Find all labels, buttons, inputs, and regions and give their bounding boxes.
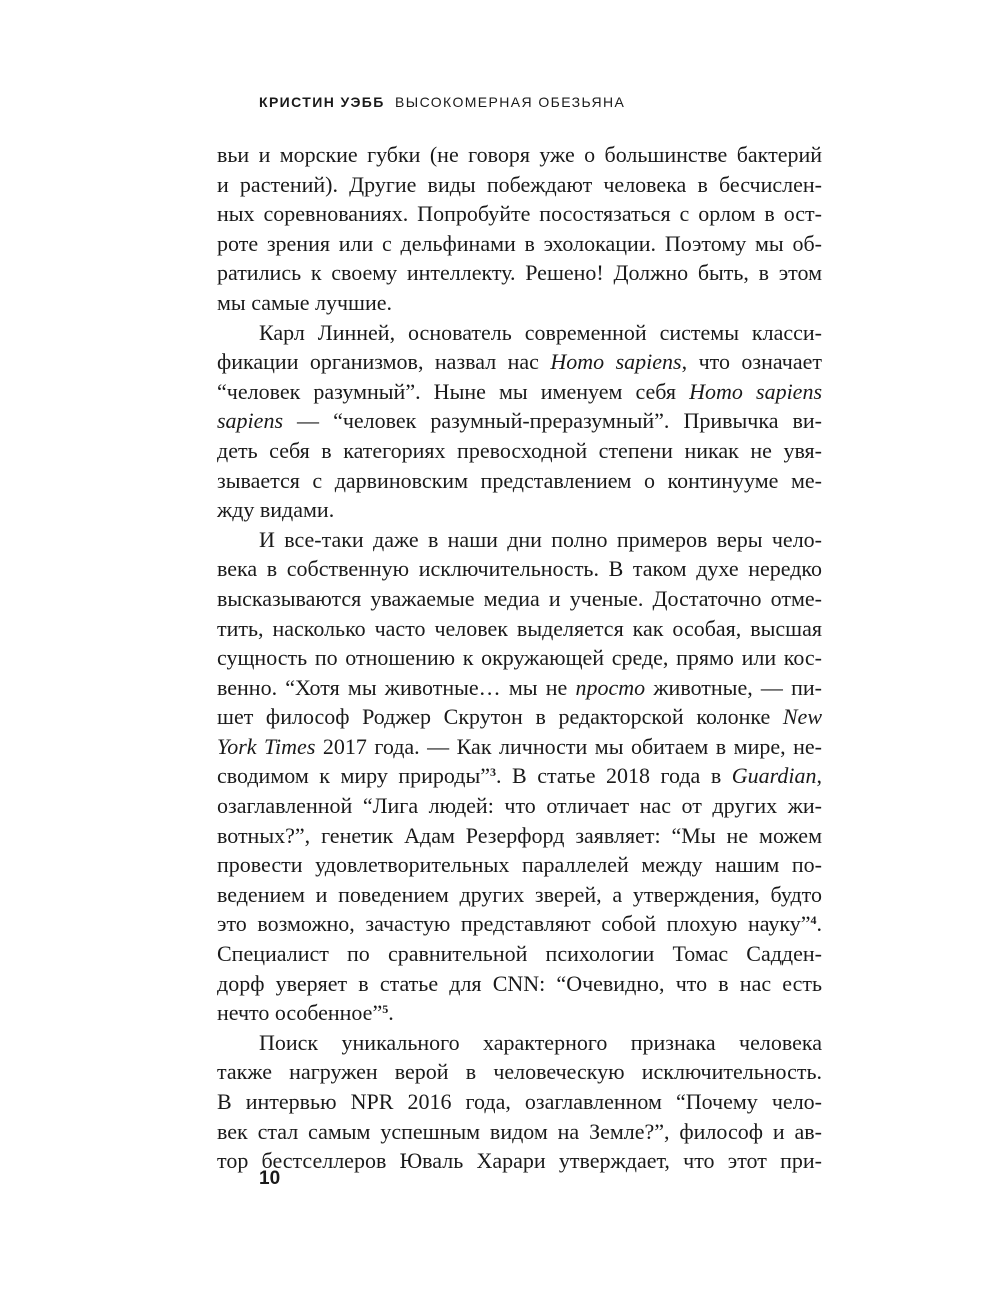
text-line: высказываются уважаемые медиа и ученые. Достаточно отме- <box>217 585 822 611</box>
text-run: . В статье 2018 года в <box>496 763 732 789</box>
text-line: зывается с дарвиновским представлением о континууме ме- <box>217 467 822 493</box>
italic-text: York Times <box>217 733 316 759</box>
text-line: В интервью NPR 2016 года, озаглавленном “Почему чело- <box>217 1089 822 1114</box>
text-line: также нагружен верой в человеческую исключительность. <box>217 1059 822 1085</box>
italic-text: New <box>782 704 822 730</box>
text-line: сущность по отношению к окружающей среде, прямо или кос- <box>217 645 822 671</box>
text-line: ведением и поведением других зверей, а утверждения, будто <box>217 881 822 907</box>
text-line <box>217 406 822 436</box>
text-line: Карл Линней, основатель современной системы класси- <box>259 319 822 345</box>
text-line <box>217 732 822 762</box>
text-run: фикации организмов, назвал нас <box>217 349 551 375</box>
text-line <box>217 761 822 791</box>
text-line: И все-таки даже в наши дни полно примеров веры чело- <box>259 526 822 552</box>
text-line: век стал самым успешным видом на Земле?”, философ и ав- <box>217 1118 822 1144</box>
text-line <box>217 909 822 939</box>
text-line: вьи и морские губки (не говоря уже о большинстве бактерий <box>217 142 822 167</box>
footnote-marker: 5 <box>382 1002 389 1017</box>
text-line: жду видами. <box>217 497 335 523</box>
text-line <box>217 673 822 703</box>
text-run: шет философ Роджер Скрутон в редакторской колонке <box>217 704 783 730</box>
italic-text: Guardian <box>731 763 817 789</box>
text-line: деть себя в категориях превосходной степени никак не увя- <box>217 437 822 463</box>
text-run: “человек разумный”. Ныне мы именуем себя <box>217 378 690 404</box>
text-line <box>217 998 822 1028</box>
text-run: сводимом к миру природы” <box>217 763 491 789</box>
text-line: ных соревнованиях. Попробуйте посостязаться с орлом в ост- <box>217 201 822 227</box>
footnote-marker: 3 <box>490 765 497 780</box>
text-line: Поиск уникального характерного признака человека <box>259 1029 822 1055</box>
text-run: это возможно, зачастую представляют собой плохую науку” <box>217 911 811 937</box>
footnote-marker: 4 <box>810 913 817 928</box>
text-line: вотных?”, генетик Адам Резерфорд заявляет: “Мы не можем <box>217 822 822 848</box>
text-line: ратились к своему интеллекту. Решено! Должно быть, в этом <box>217 260 822 286</box>
text-line: тить, насколько часто человек выделяется как особая, высшая <box>217 615 822 641</box>
italic-text: просто <box>575 674 646 700</box>
body-text <box>217 140 822 1176</box>
running-head-book-title: ВЫСОКОМЕРНАЯ ОБЕЗЬЯНА <box>395 94 626 110</box>
text-line: века в собственную исключительность. В таком духе нередко <box>217 556 822 582</box>
text-line: роте зрения или с дельфинами в эхолокации. Поэтому мы об- <box>217 230 822 256</box>
running-head-author: КРИСТИН УЭББ <box>259 94 385 110</box>
text-run: животные, — пи- <box>645 674 822 700</box>
text-line: Специалист по сравнительной психологии Томас Садден- <box>217 941 822 967</box>
text-run: . <box>816 911 822 937</box>
text-line: озаглавленной “Лига людей: что отличает нас от других жи- <box>217 793 822 819</box>
text-run: 2017 года. — Как личности мы обитаем в мире, не- <box>315 733 822 759</box>
text-run: . <box>388 1000 394 1026</box>
text-line: тор бестселлеров Юваль Харари утверждает, что этот при- <box>217 1148 822 1174</box>
text-line: мы самые лучшие. <box>217 289 392 315</box>
text-run: , что означает <box>681 349 822 375</box>
text-run: венно. “Хотя мы животные… мы не <box>217 674 576 700</box>
text-line <box>217 377 822 407</box>
text-line: и растений). Другие виды побеждают человека в бесчислен- <box>217 171 822 197</box>
italic-text: sapiens <box>217 408 283 434</box>
text-line: дорф уверяет в статье для CNN: “Очевидно, что в нас есть <box>217 970 822 996</box>
text-run: , <box>816 763 822 789</box>
italic-text: Homo sapiens <box>689 378 823 404</box>
text-run: нечто особенное” <box>217 1000 383 1026</box>
text-line: провести удовлетворительных параллелей между нашим по- <box>217 852 822 878</box>
text-line <box>217 702 822 732</box>
text-line <box>217 347 822 377</box>
italic-text: Homo sapiens <box>550 349 682 375</box>
page-number: 10 <box>259 1168 281 1189</box>
text-run: — “человек разумный-преразумный”. Привычка ви- <box>283 408 822 434</box>
running-head <box>259 94 625 110</box>
